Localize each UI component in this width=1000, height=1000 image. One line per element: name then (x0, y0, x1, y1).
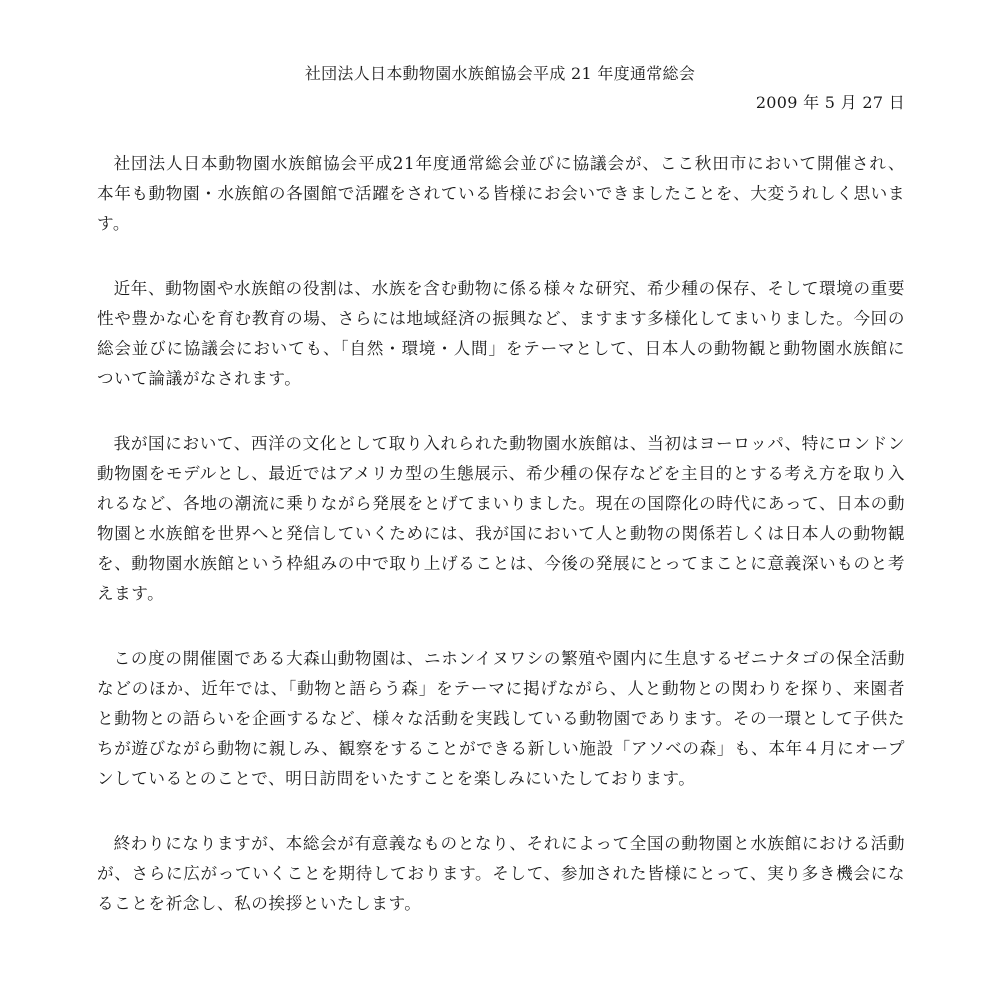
paragraph-1: 社団法人日本動物園水族館協会平成21年度通常総会並びに協議会が、ここ秋田市において開催され、本年も動物園・水族館の各園館で活躍をされている皆様にお会いできましたことを、大変うれしく思います。 (97, 154, 905, 233)
paragraph-2: 近年、動物園や水族館の役割は、水族を含む動物に係る様々な研究、希少種の保存、そして環境の重要性や豊かな心を育む教育の場、さらには地域経済の振興など、ますます多様化してまいりました。今回の総会並びに協議会においても、「自然・環境・人間」をテーマとして、日本人の動物観と動物園水族館について論議がなされます。 (97, 279, 905, 388)
document-date: 2009 年 5 月 27 日 (755, 93, 905, 112)
paragraph-3: 我が国において、西洋の文化として取り入れられた動物園水族館は、当初はヨーロッパ、特にロンドン動物園をモデルとし、最近ではアメリカ型の生態展示、希少種の保存などを主目的とする考え方を取り入れるなど、各地の潮流に乗りながら発展をとげてまいりました。現在の国際化の時代にあって、日本の動物園と水族館を世界へと発信していくためには、我が国において人と動物の関係若しくは日本人の動物観を、動物園水族館という枠組みの中で取り上げることは、今後の発展にとってまことに意義深いものと考えます。 (97, 434, 905, 603)
document-body (97, 149, 905, 954)
paragraph-5: 終わりになりますが、本総会が有意義なものとなり、それによって全国の動物園と水族館における活動が、さらに広がっていくことを期待しております。そして、参加された皆様にとって、実り多き機会になることを祈念し、私の挨拶といたします。 (97, 834, 905, 913)
document-title: 社団法人日本動物園水族館協会平成 21 年度通常総会 (304, 64, 696, 83)
paragraph-4: この度の開催園である大森山動物園は、ニホンイヌワシの繁殖や園内に生息するゼニナタゴの保全活動などのほか、近年では、「動物と語らう森」をテーマに掲げながら、人と動物との関わりを探り、来園者と動物との語らいを企画するなど、様々な活動を実践している動物園であります。その一環として子供たちが遊びながら動物に親しみ、観察をすることができる新しい施設「アソベの森」も、本年４月にオープンしているとのことで、明日訪問をいたすことを楽しみにいたしております。 (97, 649, 905, 788)
